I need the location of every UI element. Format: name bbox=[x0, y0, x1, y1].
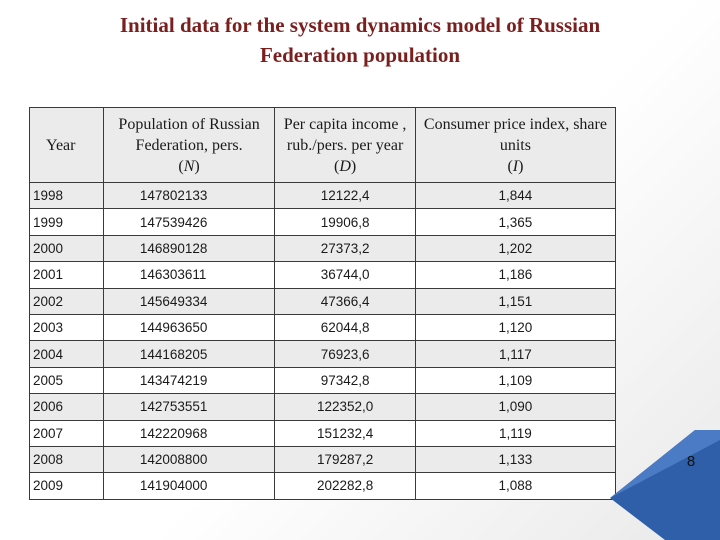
cell-cpi: 1,109 bbox=[415, 367, 615, 393]
cell-year: 2007 bbox=[30, 420, 104, 446]
table-row bbox=[30, 262, 616, 288]
cell-population: 147802133 bbox=[103, 183, 275, 209]
cell-cpi: 1,151 bbox=[415, 288, 615, 314]
cell-income: 76923,6 bbox=[275, 341, 415, 367]
cell-cpi: 1,117 bbox=[415, 341, 615, 367]
table-row bbox=[30, 420, 616, 446]
cell-cpi: 1,120 bbox=[415, 314, 615, 340]
cell-income: 36744,0 bbox=[275, 262, 415, 288]
cell-cpi: 1,186 bbox=[415, 262, 615, 288]
cell-income: 97342,8 bbox=[275, 367, 415, 393]
cell-population: 143474219 bbox=[103, 367, 275, 393]
slide-title-line-1: Initial data for the system dynamics model of Russian bbox=[119, 13, 601, 37]
cell-cpi: 1,088 bbox=[415, 473, 615, 499]
table-row bbox=[30, 314, 616, 340]
header-year: Year bbox=[30, 108, 104, 183]
cell-income: 202282,8 bbox=[275, 473, 415, 499]
cell-year: 1998 bbox=[30, 183, 104, 209]
table-row bbox=[30, 235, 616, 261]
header-income-text: Per capita income , rub./pers. per year bbox=[283, 115, 407, 154]
cell-year: 2006 bbox=[30, 394, 104, 420]
cell-population: 144168205 bbox=[103, 341, 275, 367]
cell-year: 2002 bbox=[30, 288, 104, 314]
table-row bbox=[30, 183, 616, 209]
table-row bbox=[30, 394, 616, 420]
table-body bbox=[30, 183, 616, 500]
cell-population: 142220968 bbox=[103, 420, 275, 446]
header-cpi-symbol: I bbox=[512, 157, 519, 175]
page-number: 8 bbox=[686, 453, 696, 470]
slide-title bbox=[40, 10, 680, 70]
data-table bbox=[29, 107, 616, 500]
cell-income: 19906,8 bbox=[275, 209, 415, 235]
cell-year: 2001 bbox=[30, 262, 104, 288]
slide-title-line-2: Federation population bbox=[259, 43, 461, 67]
cell-population: 147539426 bbox=[103, 209, 275, 235]
header-population: Population of Russian Federation, pers. (N) bbox=[103, 108, 275, 183]
cell-year: 2004 bbox=[30, 341, 104, 367]
cell-cpi: 1,090 bbox=[415, 394, 615, 420]
corner-decoration bbox=[610, 430, 720, 540]
cell-year: 2008 bbox=[30, 446, 104, 472]
cell-income: 62044,8 bbox=[275, 314, 415, 340]
cell-population: 141904000 bbox=[103, 473, 275, 499]
header-income-symbol: D bbox=[339, 157, 351, 175]
table-row bbox=[30, 341, 616, 367]
cell-year: 2003 bbox=[30, 314, 104, 340]
cell-income: 151232,4 bbox=[275, 420, 415, 446]
header-cpi: Consumer price index, share units (I) bbox=[415, 108, 615, 183]
cell-income: 47366,4 bbox=[275, 288, 415, 314]
cell-income: 179287,2 bbox=[275, 446, 415, 472]
cell-cpi: 1,844 bbox=[415, 183, 615, 209]
cell-income: 122352,0 bbox=[275, 394, 415, 420]
cell-year: 2009 bbox=[30, 473, 104, 499]
cell-population: 146303611 bbox=[103, 262, 275, 288]
table-row bbox=[30, 288, 616, 314]
cell-cpi: 1,365 bbox=[415, 209, 615, 235]
cell-population: 142753551 bbox=[103, 394, 275, 420]
cell-cpi: 1,133 bbox=[415, 446, 615, 472]
header-population-text: Population of Russian Federation, pers. bbox=[118, 115, 260, 154]
table-row bbox=[30, 446, 616, 472]
cell-year: 2000 bbox=[30, 235, 104, 261]
header-population-symbol: N bbox=[183, 157, 195, 175]
cell-cpi: 1,119 bbox=[415, 420, 615, 446]
table-row bbox=[30, 473, 616, 499]
cell-income: 12122,4 bbox=[275, 183, 415, 209]
cell-population: 144963650 bbox=[103, 314, 275, 340]
cell-population: 142008800 bbox=[103, 446, 275, 472]
cell-year: 2005 bbox=[30, 367, 104, 393]
cell-cpi: 1,202 bbox=[415, 235, 615, 261]
table-row bbox=[30, 367, 616, 393]
table-row bbox=[30, 209, 616, 235]
table-header-row bbox=[30, 108, 616, 183]
cell-population: 146890128 bbox=[103, 235, 275, 261]
cell-population: 145649334 bbox=[103, 288, 275, 314]
cell-year: 1999 bbox=[30, 209, 104, 235]
header-cpi-text: Consumer price index, share units bbox=[423, 115, 607, 154]
cell-income: 27373,2 bbox=[275, 235, 415, 261]
header-income: Per capita income , rub./pers. per year (D) bbox=[275, 108, 415, 183]
